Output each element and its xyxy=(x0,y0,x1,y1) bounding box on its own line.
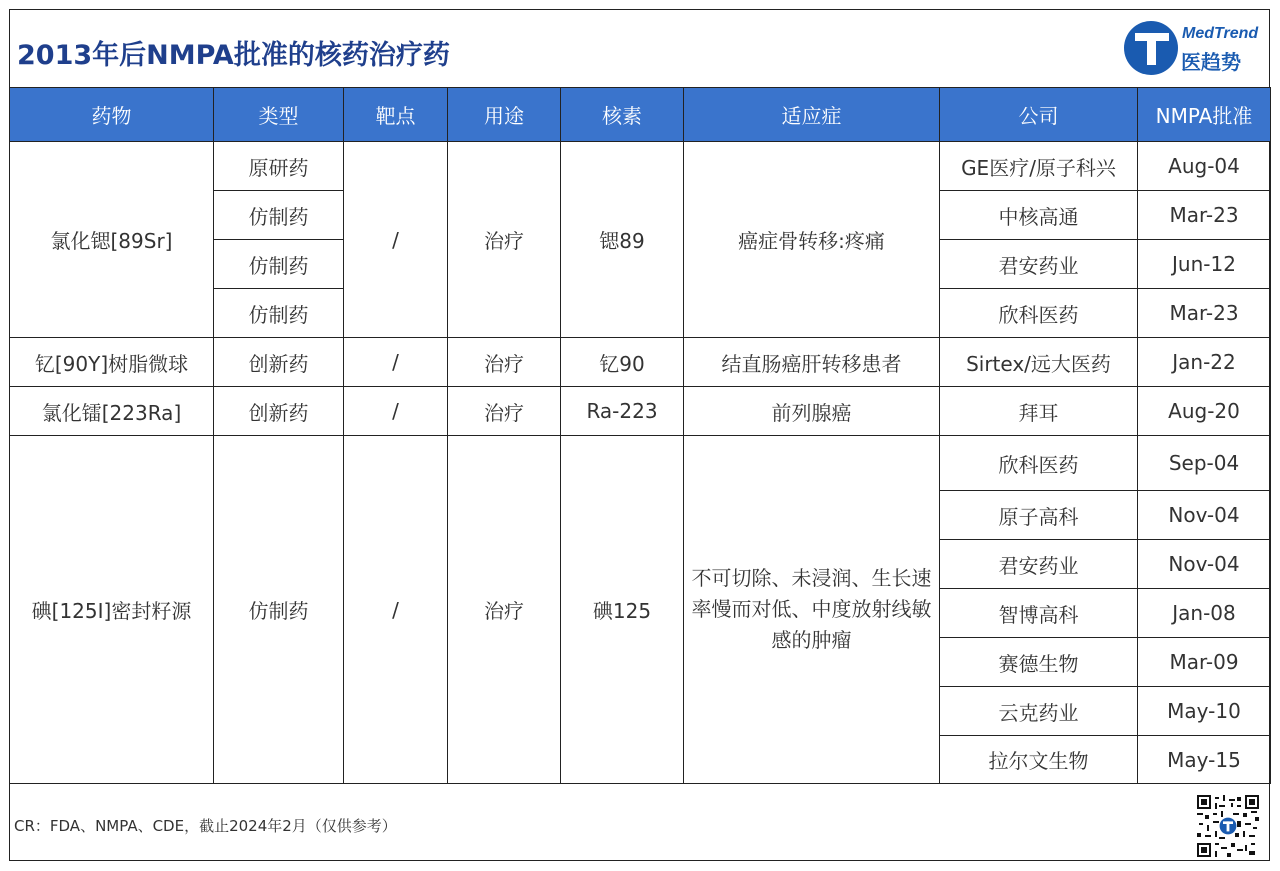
col-header-approval: NMPA批准 xyxy=(1138,88,1271,142)
logo-text-en: MedTrend xyxy=(1182,25,1259,42)
company-cell: 欣科医药 xyxy=(940,289,1138,338)
approval-date-cell: May-15 xyxy=(1138,736,1271,784)
target-cell: / xyxy=(344,142,448,338)
col-header-company: 公司 xyxy=(940,88,1138,142)
indication-cell: 癌症骨转移:疼痛 xyxy=(684,142,940,338)
approval-date-cell: Aug-04 xyxy=(1138,142,1271,191)
indication-cell: 结直肠癌肝转移患者 xyxy=(684,338,940,387)
company-cell: Sirtex/远大医药 xyxy=(940,338,1138,387)
table-header-row xyxy=(10,88,1271,142)
col-header-target: 靶点 xyxy=(344,88,448,142)
company-cell: 中核高通 xyxy=(940,191,1138,240)
target-cell: / xyxy=(344,436,448,784)
approval-date-cell: May-10 xyxy=(1138,687,1271,736)
company-cell: 欣科医药 xyxy=(940,436,1138,491)
qr-code-icon xyxy=(1197,795,1259,857)
type-cell: 仿制药 xyxy=(214,240,344,289)
use-cell: 治疗 xyxy=(448,387,561,436)
approval-date-cell: Jan-22 xyxy=(1138,338,1271,387)
nuclide-cell: 锶89 xyxy=(561,142,684,338)
drug-name-cell: 氯化镭[223Ra] xyxy=(10,387,214,436)
indication-cell: 前列腺癌 xyxy=(684,387,940,436)
type-cell: 仿制药 xyxy=(214,289,344,338)
approval-date-cell: Sep-04 xyxy=(1138,436,1271,491)
drug-name-cell: 钇[90Y]树脂微球 xyxy=(10,338,214,387)
col-header-drug: 药物 xyxy=(10,88,214,142)
company-cell: 原子高科 xyxy=(940,491,1138,540)
approval-date-cell: Jun-12 xyxy=(1138,240,1271,289)
approval-date-cell: Jan-08 xyxy=(1138,589,1271,638)
use-cell: 治疗 xyxy=(448,142,561,338)
type-cell: 仿制药 xyxy=(214,436,344,784)
company-cell: 赛德生物 xyxy=(940,638,1138,687)
approval-date-cell: Mar-09 xyxy=(1138,638,1271,687)
col-header-nuclide: 核素 xyxy=(561,88,684,142)
company-cell: 拉尔文生物 xyxy=(940,736,1138,784)
source-note: CR：FDA、NMPA、CDE，截止2024年2月（仅供参考） xyxy=(14,817,397,835)
approval-date-cell: Aug-20 xyxy=(1138,387,1271,436)
type-cell: 原研药 xyxy=(214,142,344,191)
company-cell: 拜耳 xyxy=(940,387,1138,436)
company-cell: 君安药业 xyxy=(940,240,1138,289)
target-cell: / xyxy=(344,338,448,387)
table-row xyxy=(10,387,1271,436)
approval-date-cell: Mar-23 xyxy=(1138,289,1271,338)
col-header-indication: 适应症 xyxy=(684,88,940,142)
drug-name-cell: 碘[125I]密封籽源 xyxy=(10,436,214,784)
drug-name-cell: 氯化锶[89Sr] xyxy=(10,142,214,338)
approval-date-cell: Nov-04 xyxy=(1138,491,1271,540)
nuclide-cell: 碘125 xyxy=(561,436,684,784)
medtrend-logo xyxy=(1122,19,1262,77)
company-cell: GE医疗/原子科兴 xyxy=(940,142,1138,191)
table-row xyxy=(10,338,1271,387)
table-row xyxy=(10,142,1271,191)
logo-text-cn: 医趋势 xyxy=(1181,50,1241,74)
use-cell: 治疗 xyxy=(448,338,561,387)
logo-t-icon xyxy=(1122,19,1180,77)
type-cell: 创新药 xyxy=(214,387,344,436)
nuclide-cell: 钇90 xyxy=(561,338,684,387)
nuclide-cell: Ra-223 xyxy=(561,387,684,436)
type-cell: 仿制药 xyxy=(214,191,344,240)
company-cell: 君安药业 xyxy=(940,540,1138,589)
company-cell: 云克药业 xyxy=(940,687,1138,736)
page-title: 2013年后NMPA批准的核药治疗药 xyxy=(17,40,450,71)
target-cell: / xyxy=(344,387,448,436)
indication-cell: 不可切除、未浸润、生长速率慢而对低、中度放射线敏感的肿瘤 xyxy=(684,436,940,784)
use-cell: 治疗 xyxy=(448,436,561,784)
col-header-type: 类型 xyxy=(214,88,344,142)
type-cell: 创新药 xyxy=(214,338,344,387)
approval-date-cell: Nov-04 xyxy=(1138,540,1271,589)
approval-date-cell: Mar-23 xyxy=(1138,191,1271,240)
table-row xyxy=(10,436,1271,491)
col-header-use: 用途 xyxy=(448,88,561,142)
company-cell: 智博高科 xyxy=(940,589,1138,638)
nuclear-drug-table xyxy=(9,87,1271,784)
